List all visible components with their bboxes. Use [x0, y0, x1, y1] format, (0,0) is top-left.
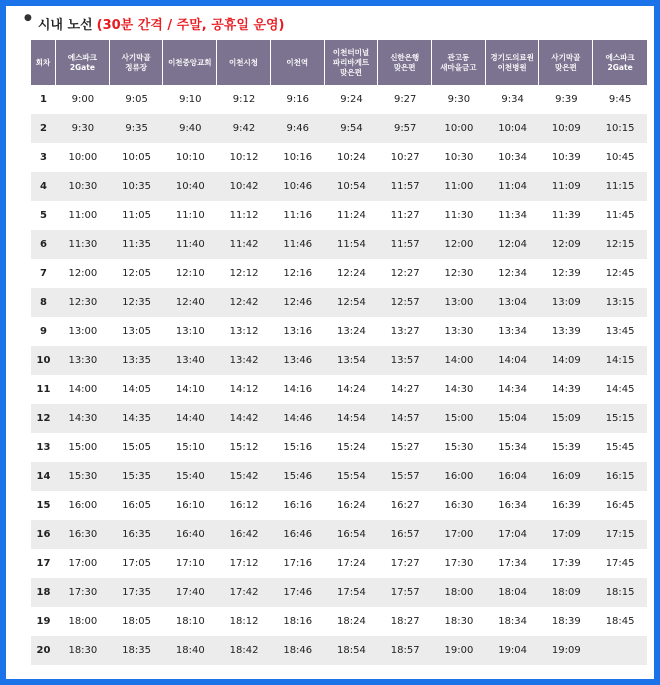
- departure-time: 14:09: [539, 346, 593, 375]
- departure-time: 15:24: [325, 433, 379, 462]
- departure-time: 17:24: [325, 549, 379, 578]
- departure-time: 15:35: [110, 462, 164, 491]
- round-number: 2: [31, 114, 56, 143]
- departure-time: 15:46: [271, 462, 325, 491]
- departure-time: 17:00: [56, 549, 110, 578]
- departure-time: 14:34: [486, 375, 540, 404]
- table-row: [31, 433, 647, 462]
- departure-time: 19:04: [486, 636, 540, 665]
- departure-time: 15:04: [486, 404, 540, 433]
- departure-time: 15:05: [110, 433, 164, 462]
- departure-time: 13:35: [110, 346, 164, 375]
- departure-time: 18:54: [325, 636, 379, 665]
- departure-time: 13:45: [593, 317, 647, 346]
- departure-time: 10:46: [271, 172, 325, 201]
- departure-time: 9:40: [163, 114, 217, 143]
- departure-time: 15:30: [432, 433, 486, 462]
- round-number: 8: [31, 288, 56, 317]
- departure-time: 10:12: [217, 143, 271, 172]
- departure-time: 16:12: [217, 491, 271, 520]
- table-row: [31, 143, 647, 172]
- departure-time: 17:00: [432, 520, 486, 549]
- departure-time: 15:57: [378, 462, 432, 491]
- departure-time: 14:35: [110, 404, 164, 433]
- table-row: [31, 259, 647, 288]
- departure-time: 15:00: [56, 433, 110, 462]
- departure-time: 12:57: [378, 288, 432, 317]
- departure-time: 10:16: [271, 143, 325, 172]
- departure-time: 17:12: [217, 549, 271, 578]
- departure-time: 9:30: [56, 114, 110, 143]
- departure-time: 12:27: [378, 259, 432, 288]
- header-stop: 이천역: [271, 40, 325, 85]
- departure-time: 10:30: [56, 172, 110, 201]
- table-row: [31, 491, 647, 520]
- departure-time: 11:12: [217, 201, 271, 230]
- table-row: [31, 520, 647, 549]
- departure-time: 12:34: [486, 259, 540, 288]
- departure-time: 10:05: [110, 143, 164, 172]
- departure-time: 18:16: [271, 607, 325, 636]
- departure-time: 14:54: [325, 404, 379, 433]
- departure-time: 12:00: [432, 230, 486, 259]
- departure-time: 14:57: [378, 404, 432, 433]
- round-number: 20: [31, 636, 56, 665]
- header-stop: 관고동 새마을금고: [432, 40, 486, 85]
- departure-time: 10:00: [432, 114, 486, 143]
- departure-time: 13:57: [378, 346, 432, 375]
- table-row: [31, 578, 647, 607]
- departure-time: 15:09: [539, 404, 593, 433]
- header-round: 회차: [31, 40, 56, 85]
- table-row: [31, 230, 647, 259]
- departure-time: 13:42: [217, 346, 271, 375]
- departure-time: 11:39: [539, 201, 593, 230]
- departure-time: 16:35: [110, 520, 164, 549]
- departure-time: 9:57: [378, 114, 432, 143]
- departure-time: 9:24: [325, 85, 379, 114]
- departure-time: 17:42: [217, 578, 271, 607]
- departure-time: 16:57: [378, 520, 432, 549]
- departure-time: 13:27: [378, 317, 432, 346]
- departure-time: 15:45: [593, 433, 647, 462]
- departure-time: 11:34: [486, 201, 540, 230]
- departure-time: 16:10: [163, 491, 217, 520]
- departure-time: 10:40: [163, 172, 217, 201]
- departure-time: 12:00: [56, 259, 110, 288]
- departure-time: 12:24: [325, 259, 379, 288]
- departure-time: 10:30: [432, 143, 486, 172]
- round-number: 16: [31, 520, 56, 549]
- departure-time: 15:16: [271, 433, 325, 462]
- departure-time: 9:46: [271, 114, 325, 143]
- departure-time: 15:30: [56, 462, 110, 491]
- round-number: 14: [31, 462, 56, 491]
- departure-time: 11:04: [486, 172, 540, 201]
- departure-time: 14:00: [56, 375, 110, 404]
- departure-time: 9:35: [110, 114, 164, 143]
- round-number: 11: [31, 375, 56, 404]
- round-number: 3: [31, 143, 56, 172]
- departure-time: 19:00: [432, 636, 486, 665]
- departure-time: 14:30: [56, 404, 110, 433]
- departure-time: 18:05: [110, 607, 164, 636]
- departure-time: 18:34: [486, 607, 540, 636]
- departure-time: 14:15: [593, 346, 647, 375]
- departure-time: 13:10: [163, 317, 217, 346]
- departure-time: 12:45: [593, 259, 647, 288]
- departure-time: [593, 636, 647, 665]
- round-number: 9: [31, 317, 56, 346]
- departure-time: 16:27: [378, 491, 432, 520]
- round-number: 17: [31, 549, 56, 578]
- departure-time: 16:05: [110, 491, 164, 520]
- departure-time: 9:34: [486, 85, 540, 114]
- departure-time: 18:42: [217, 636, 271, 665]
- table-row: [31, 462, 647, 491]
- departure-time: 17:40: [163, 578, 217, 607]
- departure-time: 15:42: [217, 462, 271, 491]
- departure-time: 14:10: [163, 375, 217, 404]
- departure-time: 11:57: [378, 230, 432, 259]
- departure-time: 16:04: [486, 462, 540, 491]
- departure-time: 12:05: [110, 259, 164, 288]
- departure-time: 11:16: [271, 201, 325, 230]
- departure-time: 11:42: [217, 230, 271, 259]
- header-stop: 에스파크 2Gate: [56, 40, 110, 85]
- round-number: 1: [31, 85, 56, 114]
- header-stop: 경기도의료원 이천병원: [486, 40, 540, 85]
- header-stop: 이천터미널 파리바게트 맞은편: [325, 40, 379, 85]
- table-row: [31, 404, 647, 433]
- departure-time: 15:10: [163, 433, 217, 462]
- departure-time: 9:12: [217, 85, 271, 114]
- departure-time: 17:27: [378, 549, 432, 578]
- departure-time: 18:24: [325, 607, 379, 636]
- timetable: [31, 40, 647, 665]
- departure-time: 9:54: [325, 114, 379, 143]
- departure-time: 13:05: [110, 317, 164, 346]
- departure-time: 10:24: [325, 143, 379, 172]
- departure-time: 12:35: [110, 288, 164, 317]
- departure-time: 15:39: [539, 433, 593, 462]
- departure-time: 9:27: [378, 85, 432, 114]
- departure-time: 11:15: [593, 172, 647, 201]
- departure-time: 15:12: [217, 433, 271, 462]
- departure-time: 13:54: [325, 346, 379, 375]
- departure-time: 12:46: [271, 288, 325, 317]
- departure-time: 9:45: [593, 85, 647, 114]
- departure-time: 18:40: [163, 636, 217, 665]
- departure-time: 11:00: [56, 201, 110, 230]
- departure-time: 13:40: [163, 346, 217, 375]
- departure-time: 11:27: [378, 201, 432, 230]
- departure-time: 18:12: [217, 607, 271, 636]
- departure-time: 12:04: [486, 230, 540, 259]
- departure-time: 17:05: [110, 549, 164, 578]
- departure-time: 18:27: [378, 607, 432, 636]
- departure-time: 16:30: [56, 520, 110, 549]
- departure-time: 10:39: [539, 143, 593, 172]
- departure-time: 18:30: [56, 636, 110, 665]
- heading-subtitle: (30분 간격 / 주말, 공휴일 운영): [96, 17, 285, 33]
- departure-time: 10:10: [163, 143, 217, 172]
- departure-time: 10:35: [110, 172, 164, 201]
- departure-time: 12:30: [56, 288, 110, 317]
- departure-time: 12:15: [593, 230, 647, 259]
- departure-time: 13:16: [271, 317, 325, 346]
- departure-time: 18:04: [486, 578, 540, 607]
- departure-time: 12:09: [539, 230, 593, 259]
- round-number: 15: [31, 491, 56, 520]
- departure-time: 10:00: [56, 143, 110, 172]
- departure-time: 10:15: [593, 114, 647, 143]
- departure-time: 11:09: [539, 172, 593, 201]
- round-number: 10: [31, 346, 56, 375]
- departure-time: 18:15: [593, 578, 647, 607]
- departure-time: 9:00: [56, 85, 110, 114]
- departure-time: 12:30: [432, 259, 486, 288]
- table-row: [31, 201, 647, 230]
- departure-time: 15:54: [325, 462, 379, 491]
- header-stop: 에스파크 2Gate: [593, 40, 647, 85]
- departure-time: 16:42: [217, 520, 271, 549]
- departure-time: 14:00: [432, 346, 486, 375]
- departure-time: 13:34: [486, 317, 540, 346]
- section-heading: [24, 12, 285, 34]
- table-row: [31, 114, 647, 143]
- departure-time: 12:12: [217, 259, 271, 288]
- header-stop: 이천시청: [217, 40, 271, 85]
- departure-time: 12:10: [163, 259, 217, 288]
- departure-time: 18:45: [593, 607, 647, 636]
- departure-time: 12:40: [163, 288, 217, 317]
- departure-time: 10:54: [325, 172, 379, 201]
- departure-time: 16:24: [325, 491, 379, 520]
- timetable-header: [31, 40, 647, 85]
- departure-time: 18:00: [432, 578, 486, 607]
- departure-time: 16:00: [56, 491, 110, 520]
- header-stop: 이천중앙교회: [163, 40, 217, 85]
- departure-time: 16:54: [325, 520, 379, 549]
- table-row: [31, 607, 647, 636]
- departure-time: 10:04: [486, 114, 540, 143]
- departure-time: 11:00: [432, 172, 486, 201]
- timetable-body: [31, 85, 647, 665]
- departure-time: 15:00: [432, 404, 486, 433]
- departure-time: 14:42: [217, 404, 271, 433]
- departure-time: 10:09: [539, 114, 593, 143]
- departure-time: 17:34: [486, 549, 540, 578]
- departure-time: 13:24: [325, 317, 379, 346]
- header-stop: 사기막골 정류장: [110, 40, 164, 85]
- departure-time: 14:40: [163, 404, 217, 433]
- departure-time: 17:15: [593, 520, 647, 549]
- bullet-icon: ●: [24, 13, 32, 23]
- departure-time: 11:10: [163, 201, 217, 230]
- header-stop: 사기막골 맞은편: [539, 40, 593, 85]
- departure-time: 9:16: [271, 85, 325, 114]
- header-row: [31, 40, 647, 85]
- departure-time: 18:46: [271, 636, 325, 665]
- round-number: 19: [31, 607, 56, 636]
- round-number: 5: [31, 201, 56, 230]
- departure-time: 14:46: [271, 404, 325, 433]
- departure-time: 18:39: [539, 607, 593, 636]
- departure-time: 11:24: [325, 201, 379, 230]
- departure-time: 10:45: [593, 143, 647, 172]
- departure-time: 14:12: [217, 375, 271, 404]
- departure-time: 10:27: [378, 143, 432, 172]
- table-row: [31, 375, 647, 404]
- departure-time: 16:09: [539, 462, 593, 491]
- departure-time: 11:30: [432, 201, 486, 230]
- round-number: 7: [31, 259, 56, 288]
- round-number: 12: [31, 404, 56, 433]
- departure-time: 17:35: [110, 578, 164, 607]
- departure-time: 18:35: [110, 636, 164, 665]
- departure-time: 11:40: [163, 230, 217, 259]
- departure-time: 14:16: [271, 375, 325, 404]
- departure-time: 12:39: [539, 259, 593, 288]
- departure-time: 14:39: [539, 375, 593, 404]
- departure-time: 16:40: [163, 520, 217, 549]
- departure-time: 14:27: [378, 375, 432, 404]
- table-row: [31, 85, 647, 114]
- table-row: [31, 636, 647, 665]
- departure-time: 17:30: [56, 578, 110, 607]
- table-row: [31, 317, 647, 346]
- departure-time: 14:30: [432, 375, 486, 404]
- departure-time: 17:45: [593, 549, 647, 578]
- departure-time: 16:16: [271, 491, 325, 520]
- departure-time: 13:09: [539, 288, 593, 317]
- table-row: [31, 172, 647, 201]
- departure-time: 17:30: [432, 549, 486, 578]
- departure-time: 13:12: [217, 317, 271, 346]
- departure-time: 11:45: [593, 201, 647, 230]
- heading-title: 시내 노선: [37, 17, 93, 33]
- departure-time: 11:35: [110, 230, 164, 259]
- departure-time: 18:00: [56, 607, 110, 636]
- departure-time: 9:30: [432, 85, 486, 114]
- departure-time: 15:15: [593, 404, 647, 433]
- departure-time: 14:24: [325, 375, 379, 404]
- departure-time: 17:57: [378, 578, 432, 607]
- departure-time: 12:54: [325, 288, 379, 317]
- round-number: 6: [31, 230, 56, 259]
- departure-time: 15:34: [486, 433, 540, 462]
- departure-time: 11:05: [110, 201, 164, 230]
- departure-time: 10:42: [217, 172, 271, 201]
- round-number: 4: [31, 172, 56, 201]
- departure-time: 9:39: [539, 85, 593, 114]
- departure-time: 15:40: [163, 462, 217, 491]
- departure-time: 18:57: [378, 636, 432, 665]
- departure-time: 13:00: [432, 288, 486, 317]
- departure-time: 11:54: [325, 230, 379, 259]
- departure-time: 14:05: [110, 375, 164, 404]
- departure-time: 16:15: [593, 462, 647, 491]
- departure-time: 14:45: [593, 375, 647, 404]
- departure-time: 16:45: [593, 491, 647, 520]
- departure-time: 16:34: [486, 491, 540, 520]
- round-number: 18: [31, 578, 56, 607]
- departure-time: 11:30: [56, 230, 110, 259]
- departure-time: 9:42: [217, 114, 271, 143]
- departure-time: 17:46: [271, 578, 325, 607]
- departure-time: 16:39: [539, 491, 593, 520]
- table-row: [31, 549, 647, 578]
- departure-time: 17:54: [325, 578, 379, 607]
- departure-time: 11:57: [378, 172, 432, 201]
- departure-time: 17:04: [486, 520, 540, 549]
- departure-time: 16:30: [432, 491, 486, 520]
- table-row: [31, 288, 647, 317]
- departure-time: 12:16: [271, 259, 325, 288]
- round-number: 13: [31, 433, 56, 462]
- departure-time: 13:30: [432, 317, 486, 346]
- departure-time: 15:27: [378, 433, 432, 462]
- departure-time: 17:39: [539, 549, 593, 578]
- header-stop: 신한은행 맞은편: [378, 40, 432, 85]
- departure-time: 13:04: [486, 288, 540, 317]
- departure-time: 9:05: [110, 85, 164, 114]
- departure-time: 16:00: [432, 462, 486, 491]
- departure-time: 11:46: [271, 230, 325, 259]
- departure-time: 16:46: [271, 520, 325, 549]
- departure-time: 9:10: [163, 85, 217, 114]
- departure-time: 13:46: [271, 346, 325, 375]
- departure-time: 12:42: [217, 288, 271, 317]
- departure-time: 10:34: [486, 143, 540, 172]
- departure-time: 19:09: [539, 636, 593, 665]
- departure-time: 13:15: [593, 288, 647, 317]
- departure-time: 14:04: [486, 346, 540, 375]
- departure-time: 18:10: [163, 607, 217, 636]
- departure-time: 17:09: [539, 520, 593, 549]
- departure-time: 17:16: [271, 549, 325, 578]
- departure-time: 18:30: [432, 607, 486, 636]
- departure-time: 17:10: [163, 549, 217, 578]
- departure-time: 18:09: [539, 578, 593, 607]
- departure-time: 13:00: [56, 317, 110, 346]
- table-row: [31, 346, 647, 375]
- departure-time: 13:39: [539, 317, 593, 346]
- departure-time: 13:30: [56, 346, 110, 375]
